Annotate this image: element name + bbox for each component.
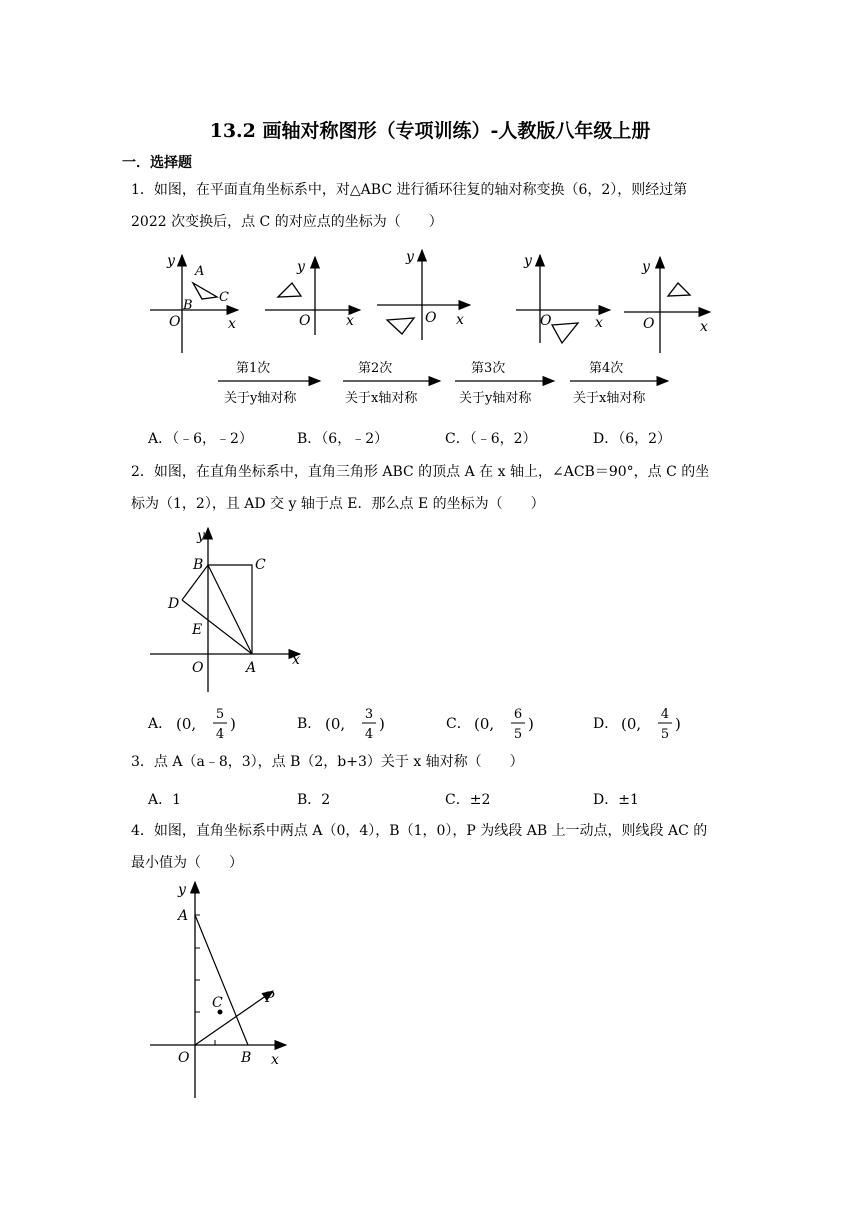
question-1-line2: 2022 次变换后，点 C 的对应点的坐标为（ ）	[131, 214, 443, 230]
q2-options	[140, 702, 700, 746]
y-axis-label: y	[406, 249, 414, 265]
y-axis-label: y	[167, 253, 175, 269]
paren-close: )	[528, 715, 534, 733]
point-a-label: A	[195, 264, 205, 279]
fraction-denominator: 4	[215, 727, 225, 742]
origin-label: O	[192, 660, 204, 676]
origin-label: O	[643, 316, 655, 332]
fraction-numerator: 5	[215, 707, 225, 722]
q2-option-d[interactable]	[593, 707, 681, 742]
step-1-label: 第1次	[236, 361, 271, 376]
question-2-line2: 标为（1，2），且 AD 交 y 轴于点 E．那么点 E 的坐标为（ ）	[131, 496, 545, 512]
q1-option-d[interactable]: D．（6，2）	[593, 431, 672, 447]
point-b-label: B	[193, 557, 204, 573]
paren-open: (0,	[621, 715, 642, 733]
origin-label: O	[169, 314, 181, 330]
y-axis-label: y	[197, 528, 205, 544]
q1-option-b[interactable]: B．（6，﹣2）	[297, 431, 389, 447]
origin-label: O	[178, 1050, 190, 1066]
question-2-figure	[140, 520, 320, 695]
ray-op	[195, 991, 273, 1045]
q1-panel-2	[265, 257, 360, 335]
y-axis-label: y	[524, 253, 532, 269]
origin-label: O	[299, 313, 311, 329]
paren-open: (0,	[176, 715, 197, 733]
question-4-figure	[140, 878, 300, 1103]
step-4-caption: 关于x轴对称	[573, 391, 646, 406]
q3-option-c[interactable]: C．±2	[445, 792, 491, 808]
q1-panel-original	[150, 253, 238, 353]
step-3-caption: 关于y轴对称	[459, 391, 532, 406]
question-4-text	[131, 815, 736, 879]
paren-open: (0,	[474, 715, 495, 733]
question-4-line2: 最小值为（ ）	[131, 855, 243, 871]
point-d-label: D	[168, 596, 180, 612]
point-c-label: C	[212, 995, 223, 1011]
x-axis-label: x	[346, 313, 354, 329]
fraction-numerator: 4	[660, 707, 670, 722]
option-label: D．	[593, 716, 619, 732]
paren-open: (0,	[325, 715, 346, 733]
q3-option-b[interactable]: B．2	[297, 792, 331, 808]
x-axis-label: x	[271, 1052, 279, 1068]
x-axis-label: x	[228, 316, 236, 332]
q1-step-arrows	[218, 360, 668, 406]
triangle-abc	[193, 283, 217, 299]
paren-close: )	[675, 715, 681, 733]
segment-ab	[208, 565, 252, 654]
question-1-line1: 1．如图，在平面直角坐标系中，对△ABC 进行循环往复的轴对称变换（6，2），则经过第	[131, 182, 688, 198]
step-3-label: 第3次	[471, 361, 506, 376]
question-1-text	[131, 174, 736, 238]
x-axis-label: x	[700, 319, 708, 335]
page-title: 13.2 画轴对称图形（专项训练）-人教版八年级上册	[209, 120, 651, 142]
point-c-label: C	[255, 557, 266, 573]
paren-close: )	[230, 715, 236, 733]
fraction-denominator: 4	[364, 727, 374, 742]
point-c-label: C	[219, 290, 229, 305]
step-4-label: 第4次	[589, 361, 624, 376]
q2-option-a[interactable]	[147, 707, 236, 742]
option-label: C．	[446, 716, 471, 732]
question-3-text: 3．点 A（a﹣8，3），点 B（2，b+3）关于 x 轴对称（ ）	[131, 754, 524, 770]
paren-close: )	[379, 715, 385, 733]
step-2-caption: 关于x轴对称	[345, 391, 418, 406]
y-axis-label: y	[297, 259, 305, 275]
q2-option-c[interactable]	[446, 707, 534, 742]
q1-panel-3	[377, 249, 470, 340]
q1-option-a[interactable]: A．（﹣6，﹣2）	[148, 431, 253, 447]
point-a-label: A	[178, 908, 189, 924]
point-e-label: E	[192, 622, 203, 638]
q3-option-d[interactable]: D．±1	[593, 792, 639, 808]
origin-label: O	[540, 313, 552, 329]
point-b-label: B	[183, 298, 193, 313]
point-p-label: P	[265, 990, 275, 1006]
y-axis-ticks	[195, 915, 200, 1012]
y-axis-label: y	[178, 882, 186, 898]
fraction-denominator: 5	[513, 727, 523, 742]
q2-option-b[interactable]	[297, 707, 385, 742]
question-2-text	[131, 456, 736, 520]
x-axis-label: x	[292, 652, 300, 668]
option-label: B．	[297, 716, 322, 732]
q1-panel-4	[516, 253, 610, 343]
step-2-label: 第2次	[358, 361, 393, 376]
question-1-figure	[140, 245, 740, 415]
segment-ab	[195, 915, 248, 1045]
x-axis-label: x	[456, 312, 464, 328]
question-4-line1: 4．如图，直角坐标系中两点 A（0，4），B（1，0），P 为线段 AB 上一动点，则线段 AC 的	[131, 823, 708, 839]
origin-label: O	[425, 310, 437, 326]
fraction-denominator: 5	[660, 727, 670, 742]
x-axis-label: x	[595, 315, 603, 331]
point-a-label: A	[246, 660, 257, 676]
question-2-line1: 2．如图，在直角坐标系中，直角三角形 ABC 的顶点 A 在 x 轴上，∠ACB＝90°，点 C 的坐	[131, 464, 710, 480]
option-label: A．	[148, 716, 173, 732]
step-1-caption: 关于y轴对称	[224, 391, 297, 406]
fraction-numerator: 3	[364, 707, 374, 722]
fraction-numerator: 6	[513, 707, 523, 722]
q1-option-c[interactable]: C．（﹣6，2）	[445, 431, 537, 447]
q1-panel-5	[624, 257, 710, 353]
point-b-label: B	[241, 1050, 252, 1066]
y-axis-label: y	[642, 259, 650, 275]
section-heading: 一．选择题	[122, 155, 192, 171]
q3-option-a[interactable]: A．1	[148, 792, 182, 808]
